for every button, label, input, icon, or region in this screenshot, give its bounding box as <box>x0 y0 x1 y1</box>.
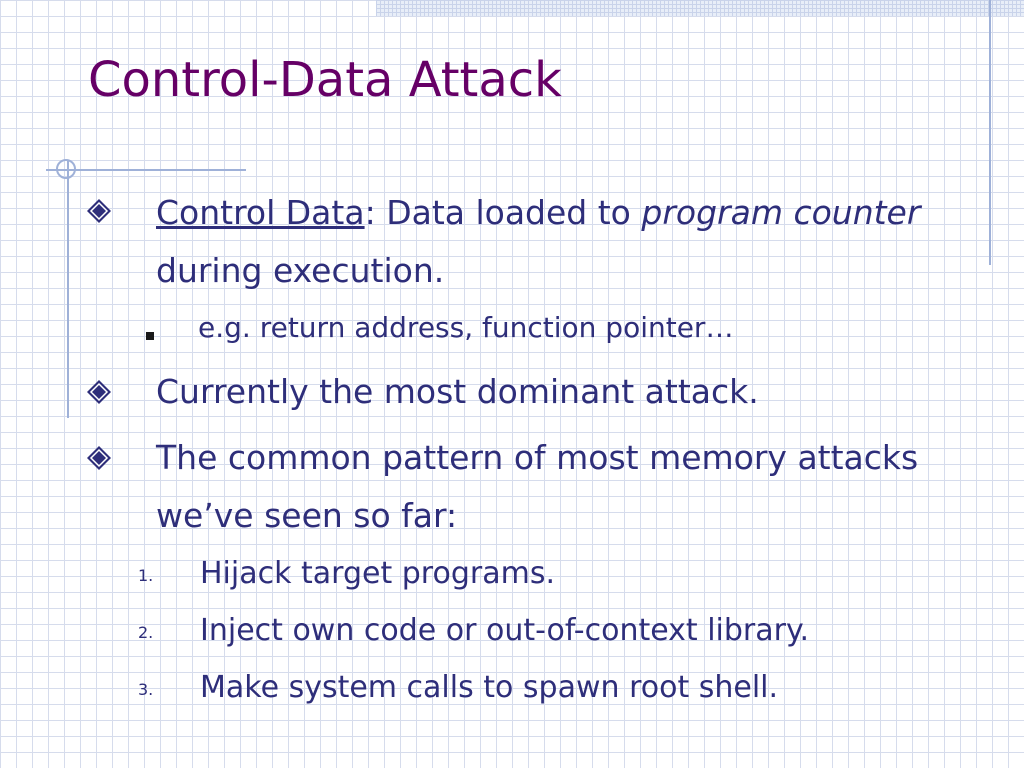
term-colon: : <box>364 193 376 232</box>
term-control-data: Control Data <box>156 193 365 232</box>
diamond-bullet-icon <box>86 379 112 405</box>
step-number: 2. <box>138 623 154 642</box>
horizontal-accent-line <box>46 169 246 171</box>
bullet-control-data <box>156 184 946 300</box>
step-number: 3. <box>138 680 154 699</box>
step-text: Make system calls to spawn root shell. <box>200 670 779 705</box>
left-accent-line <box>67 160 69 418</box>
diamond-bullet-icon <box>86 198 112 224</box>
accent-circle-icon <box>56 159 76 179</box>
step-text: Inject own code or out-of-context library. <box>200 613 809 648</box>
emph-program-counter: program counter <box>641 193 921 232</box>
square-bullet-icon <box>146 332 154 340</box>
bullet-text-a: Data loaded to <box>375 193 642 232</box>
top-pattern-band <box>376 0 1024 16</box>
diamond-bullet-icon <box>86 445 112 471</box>
right-accent-line <box>989 0 991 265</box>
sub-bullet-examples: e.g. return address, function pointer… <box>198 311 734 344</box>
bullet-dominant-attack: Currently the most dominant attack. <box>156 372 759 411</box>
step-text: Hijack target programs. <box>200 556 555 591</box>
step-number: 1. <box>138 566 154 585</box>
slide-title: Control-Data Attack <box>88 52 562 108</box>
bullet-common-pattern: The common pattern of most memory attacks we’ve seen so far: <box>156 438 919 535</box>
bullet-text-b: during execution. <box>156 193 931 290</box>
